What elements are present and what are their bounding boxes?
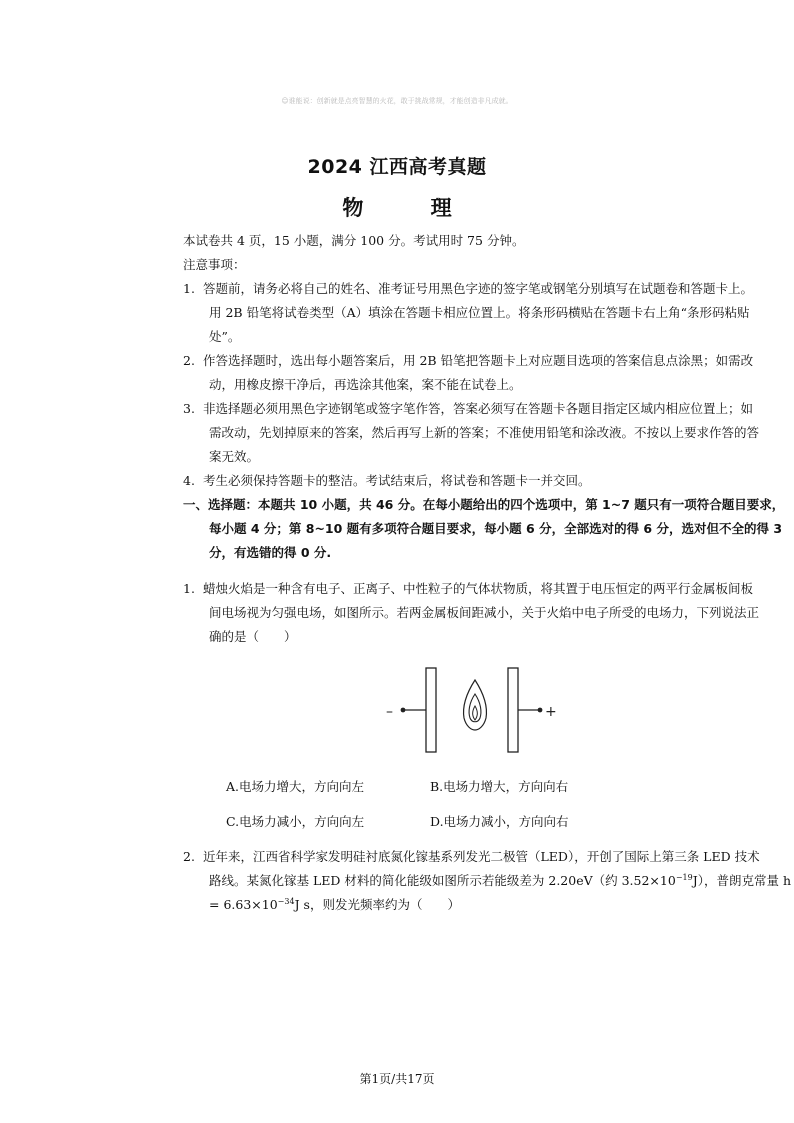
question-2 <box>183 845 760 869</box>
question-line: 蜡烛火焰是一种含有电子、正离子、中性粒子的气体状物质，将其置于电压恒定的两平行金属板间板 <box>203 581 754 596</box>
question-line <box>209 869 791 893</box>
note-line: 处”。 <box>209 329 241 344</box>
subject-title: 物 理 <box>342 196 482 220</box>
note-line: 用 2B 铅笔将试卷类型（A）填涂在答题卡相应位置上。将条形码横贴在答题卡右上角“条形码粘贴 <box>209 305 750 320</box>
right-plate <box>508 668 518 752</box>
option-a: A.电场力增大，方向向左 <box>226 779 365 794</box>
section-heading: 一、选择题：本题共 10 小题，共 46 分。在每小题给出的四个选项中，第 1~7 题只有一项符合题目要求， <box>183 497 785 512</box>
exponent: −34 <box>277 897 295 906</box>
note-3 <box>183 397 753 421</box>
section-heading-line: 分，有选错的得 0 分. <box>209 545 332 560</box>
notes-heading: 注意事项： <box>183 257 246 272</box>
option-d: D.电场力减小，方向向右 <box>430 814 569 829</box>
minus-sign: – <box>386 704 393 720</box>
text-segment: = 6.63×10 <box>209 897 278 912</box>
left-terminal <box>401 708 406 713</box>
text-segment: J s，则发光频率约为（ ） <box>294 897 460 912</box>
right-terminal <box>538 708 543 713</box>
option-b: B.电场力增大，方向向右 <box>430 779 569 794</box>
note-number: 1. <box>183 281 195 296</box>
text-segment: 路线。某氮化镓基 LED 材料的简化能级如图所示若能级差为 2.20eV（约 3.52×10 <box>209 873 676 888</box>
note-line: 非选择题必须用黑色字迹钢笔或签字笔作答，答案必须写在答题卡各题目指定区域内相应位置上；如 <box>203 401 754 416</box>
intro-text: 本试卷共 4 页，15 小题，满分 100 分。考试用时 75 分钟。 <box>183 233 525 248</box>
note-number: 3. <box>183 401 195 416</box>
note-line: 案无效。 <box>209 449 260 464</box>
left-plate <box>426 668 436 752</box>
note-number: 4. <box>183 473 195 488</box>
capacitor-flame-figure <box>380 660 570 760</box>
plus-sign: + <box>545 704 557 720</box>
note-2 <box>183 349 753 373</box>
note-number: 2. <box>183 353 195 368</box>
page-footer: 第1页/共17页 <box>359 1072 435 1086</box>
note-line: 考生必须保持答题卡的整洁。考试结束后，将试卷和答题卡一并交回。 <box>203 473 591 488</box>
exam-title: 2024 江西高考真题 <box>307 156 487 178</box>
note-line: 动，用橡皮擦干净后，再选涂其他案，案不能在试卷上。 <box>209 377 522 392</box>
question-1 <box>183 577 753 601</box>
question-line <box>209 893 460 917</box>
option-c: C.电场力减小，方向向左 <box>226 814 365 829</box>
exponent: −19 <box>675 873 693 882</box>
note-4 <box>183 469 591 493</box>
note-line: 作答选择题时，选出每小题答案后，用 2B 铅笔把答题卡上对应题目选项的答案信息点涂黑；如需改 <box>203 353 754 368</box>
question-number: 2. <box>183 849 195 864</box>
note-line: 需改动，先划掉原来的答案，然后再写上新的答案；不准使用铅笔和涂改液。不按以上要求作答的答 <box>209 425 760 440</box>
watermark: ☺谁能说：创新就是点亮智慧的火花，敢于挑战常规，才能创造非凡成就。 <box>281 97 513 105</box>
text-segment: J），普朗克常量 h <box>692 873 791 888</box>
note-1 <box>183 277 753 301</box>
question-line: 确的是（ ） <box>209 629 297 644</box>
question-line: 近年来，江西省科学家发明硅衬底氮化镓基系列发光二极管（LED），开创了国际上第三条 LED 技术 <box>203 849 760 864</box>
section-heading-line: 每小题 4 分；第 8~10 题有多项符合题目要求，每小题 6 分，全部选对的得 6 分，选对但不全的得 3 <box>209 521 783 536</box>
question-number: 1. <box>183 581 195 596</box>
question-line: 间电场视为匀强电场，如图所示。若两金属板间距减小，关于火焰中电子所受的电场力，下列说法正 <box>209 605 760 620</box>
candle-flame <box>463 680 486 730</box>
note-line: 答题前，请务必将自己的姓名、准考证号用黑色字迹的签字笔或钢笔分别填写在试题卷和答题卡上。 <box>203 281 754 296</box>
